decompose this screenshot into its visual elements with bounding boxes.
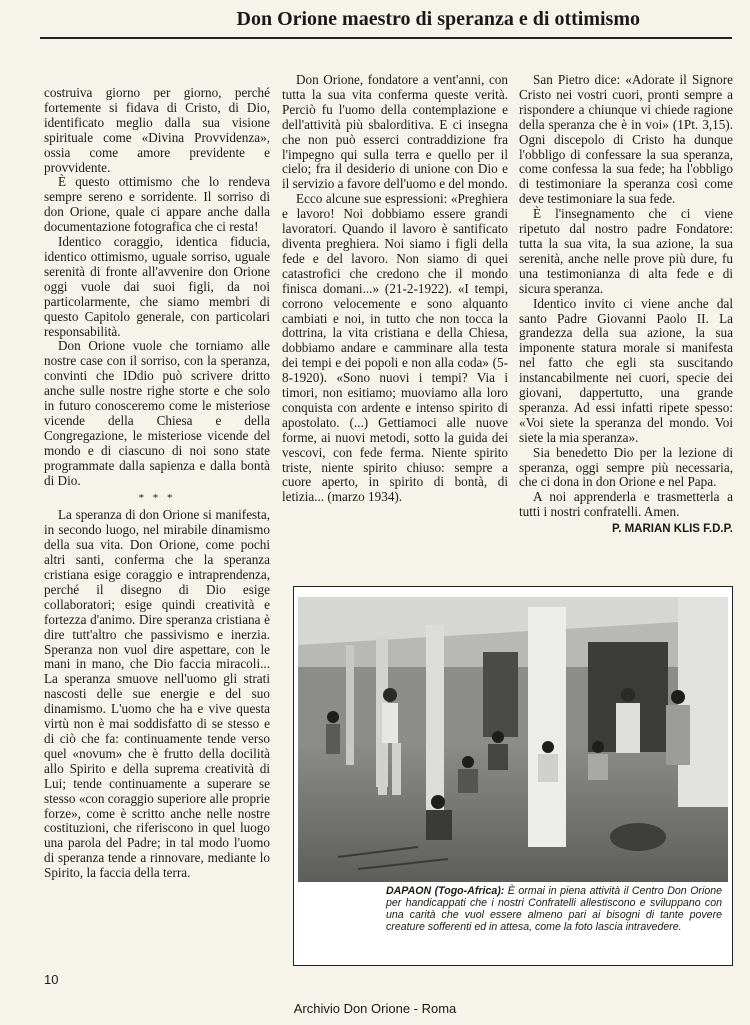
paragraph: Don Orione vuole che torniamo alle nostre case con il sorriso, con la speranza, convinti che IDdio può scrivere dritto anche sulle nostre righe storte e che solo in futuro conosceremo come le misteriose vicende della Chiesa e della Congregazione, le misteriose vicende del mondo e di ciascuno di noi sono state programmate dalla sapienza e dalla bontà di Dio. [44,338,270,488]
photo-illustration [298,597,728,882]
paragraph: Identico invito ci viene anche dal santo Padre Giovanni Paolo II. La grandezza della sua azione, la sua imponente statura morale si manifesta nel fatto che egli sta suscitando instancabilmente nei cuori, specie dei giovani, dappertutto, una grande speranza. Ad essi infatti ripete spesso: «Voi siete la speranza del mondo. Voi siete la mia speranza». [519,295,733,445]
photo-box [293,586,733,966]
paragraph: Ecco alcune sue espressioni: «Preghiera e lavoro! Noi dobbiamo essere grandi lavoratori. Quando il lavoro è santificato diventa preghiera. Noi siamo i figli della fede e del lavoro. Non siamo di quei catastrofici che credono che il mondo finisca domani...» (21-2-1922). «I tempi, corrono velocemente e sono alquanto cambiati e noi, in tutto che non tocca la dottrina, la vita cristiana e della Chiesa, dobbiamo andare e camminare alla testa dei tempi e dei popoli e non alla coda» (5-8-1920). «Sono nuovi i tempi? Via i timori, non esitiamo; muoviamo alla loro conquista con ardente e intenso spirito di apostolato. (...) Gettiamoci alle nuove forme, ai nuovi metodi, sotto la guida dei vescovi, con fede ferma. Niente spirito triste, niente spirito chiuso: sempre a cuore aperto, in spirito di bontà, di letizia... (marzo 1934). [282,191,508,505]
page-title: Don Orione maestro di speranza e di ottimismo [236,8,640,30]
caption-text: È ormai in piena attività il Centro Don Orione per handicappati che i nostri Confratelli allestiscono e sviluppano con una carità che vuol essere almeno pari ai bisogni di tante povere creature sofferenti ed in attesa, come la foto lascia intravedere. [386,885,722,933]
header-rule [40,37,732,39]
page-header [40,8,732,38]
paragraph: La speranza di don Orione si manifesta, in secondo luogo, nel mirabile dinamismo della sua vita. Don Orione, come pochi altri santi, conferma che la speranza cristiana esige coraggio e intraprendenza, perché il disegno di Dio esige collaboratori; esige quindi creatività e fortezza d'animo. Dire speranza cristiana è dire tutt'altro che passivismo e inerzia. Speranza non vuol dire aspettare, con le mani in mano, che Dio faccia miracoli... La speranza smuove nell'uomo gli strati nascosti delle sue energie e del suo dinamismo. L'uomo che ha e vive questa virtù non è mai soddisfatto di se stesso e di ciò che fa: continuamente tende verso quel «novum» che è frutto della docilità allo Spirito e della suprema creatività di Lui; tende continuamente a superare se stesso «con coraggio superiore alle proprie forze», come è scritto anche nelle nostre costituzioni, che riferiscono in quel luogo una parola del Padre; in tal modo l'uomo di speranza tende a rinnovare, mediante lo Spirito, la faccia della terra. [44,507,270,881]
paragraph: È questo ottimismo che lo rendeva sempre sereno e sorridente. Il sorriso di don Orione, quale ci appare anche dalla documentazione fotografica che ci resta! [44,174,270,235]
page-number: 10 [44,972,59,987]
archive-footer: Archivio Don Orione - Roma [293,1001,457,1016]
paragraph: Identico coraggio, identica fiducia, identico ottimismo, uguale sorriso, uguale serenità di fronte all'avvenire don Orione oggi vuole dai suoi figli, da noi particolarmente, che siamo membri di questo Capitolo generale, con particolari responsabilità. [44,234,270,339]
photo-dapaon-center [298,597,728,882]
article-column-2 [282,73,508,505]
article-column-1 [44,86,270,881]
author-signature: P. MARIAN KLIS F.D.P. [612,523,733,536]
paragraph: San Pietro dice: «Adorate il Signore Cristo nei vostri cuori, pronti sempre a rispondere a chiunque vi chiede ragione della speranza che è in voi» (1Pt. 3,15). Ogni discepolo di Cristo ha dunque l'obbligo di confessare la sua speranza, come confessa la sua fede; ha l'obbligo di testimoniare la speranza così come deve testimoniare la sua fede. [519,72,733,207]
article-column-3 [519,73,733,537]
paragraph: A noi apprenderla e trasmetterla a tutti i nostri confratelli. Amen. [519,489,733,520]
paragraph: Sia benedetto Dio per la lezione di speranza, oggi sempre più necessaria, che ci dona in don Orione e nel Papa. [519,444,733,490]
paragraph: costruiva giorno per giorno, perché fortemente si fidava di Cristo, di Dio, identificato meglio dalla sua visione spirituale come «Divina Provvidenza», ossia come amore previdente e provvidente. [44,85,270,175]
caption-place: DAPAON (Togo-Africa): [386,885,505,897]
paragraph: È l'insegnamento che ci viene ripetuto dal nostro padre Fondatore: tutta la sua vita, la sua azione, la sua serenità, anche nelle prove più dure, fu una testimonianza di alta fede e di sicura speranza. [519,206,733,296]
paragraph: Don Orione, fondatore a vent'anni, con tutta la sua vita conferma queste verità. Perciò fu l'uomo della contemplazione e dell'attività più sbalorditiva. E ci insegna che non può esserci contraddizione fra l'impegno qui sulla terra e quello per il cielo; fra il desiderio di unione con Dio e il servizio a favore dell'uomo e del mondo. [282,72,508,192]
photo-caption [386,885,722,933]
section-separator: * * * [138,492,176,505]
